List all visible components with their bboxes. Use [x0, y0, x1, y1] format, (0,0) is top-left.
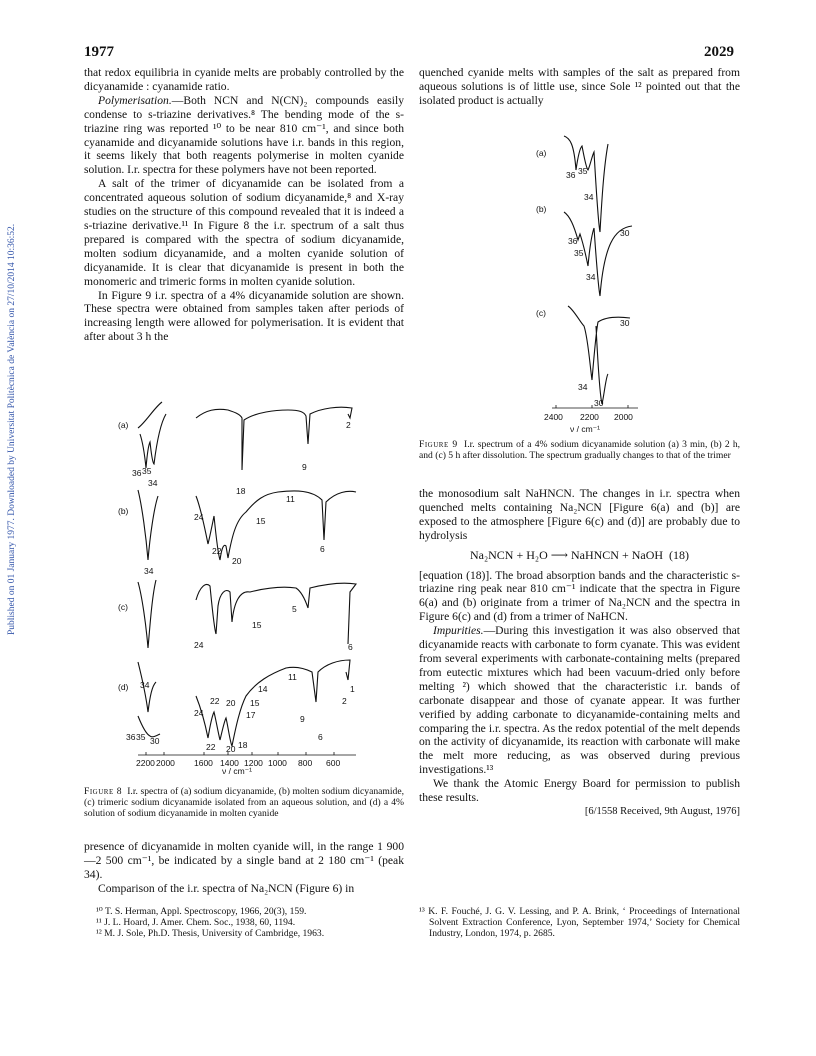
panel-label-c: (c): [118, 602, 128, 612]
equation-18: [419, 549, 740, 563]
peak-label: 30: [620, 318, 630, 328]
references-right: [419, 906, 740, 939]
acknowledgement: We thank the Atomic Energy Board for permission to publish these results.: [419, 777, 740, 805]
figure-8: [116, 396, 366, 774]
peak-label: 11: [288, 672, 297, 682]
reference: ¹³ K. F. Fouché, J. G. V. Lessing, and P. A. Brink, ‘ Proceedings of International Solvent Extraction Conference, Lyon, September 1974,’ Society for Chemical Industry, London, 1974, p. 2685.: [419, 906, 740, 939]
peak-label: 22: [206, 742, 216, 752]
peak-label: 24: [194, 640, 204, 650]
tick-label: 800: [298, 758, 313, 768]
peak-label: 30: [620, 228, 630, 238]
peak-label: 20: [226, 698, 236, 708]
peak-label: 22: [212, 546, 222, 556]
peak-label: 2: [342, 696, 347, 706]
download-watermark: Published on 01 January 1977. Downloaded by Universitat Politècnica de València on 27/10/2014 10:36:52.: [7, 223, 17, 635]
panel-label-b: (b): [536, 204, 547, 214]
figure-9: [534, 126, 664, 438]
caption-text: I.r. spectrum of a 4% sodium dicyanamide solution (a) 3 min, (b) 2 h, and (c) 5 h after dissolution. The spectrum gradually changes to that of the trimer: [419, 439, 741, 461]
peak-label: 36: [132, 468, 142, 478]
peak-label: 2: [346, 420, 351, 430]
paragraph: In Figure 9 i.r. spectra of a 4% dicyanamide solution are shown. These spectra were obtained from samples taken after periods of increasing length were allowed for polymerisation. It is evident that after about 3 h the: [84, 288, 404, 344]
paragraph: A salt of the trimer of dicyanamide can be isolated from a concentrated aqueous solution of sodium dicyanamide,⁸ and X-ray studies on the structure of this compound revealed that it is indeed a s-triazine derivative.¹¹ In Figure 8 the i.r. spectrum of a salt thus prepared is compared with the spectra of sodium dicyanamide, molten sodium dicyanamide, and a molten cyanide solution of dicyanamide. It is clear that dicyanamide is present in both the monomeric and trimeric forms in molten cyanide solution.: [84, 177, 404, 288]
journal-year: 1977: [84, 44, 114, 60]
peak-label: 34: [586, 272, 596, 282]
peak-label: 9: [302, 462, 307, 472]
peak-label: 34: [584, 192, 594, 202]
peak-label: 24: [194, 708, 204, 718]
x-axis-label: ν / cm⁻¹: [222, 766, 252, 774]
paragraph: presence of dicyanamide in molten cyanide will, in the range 1 900—2 500 cm⁻¹, be indicated by a single band at 2 180 cm⁻¹ (peak 34).: [84, 840, 404, 881]
section-head: Impurities.: [433, 624, 484, 638]
tick-label: 1000: [268, 758, 287, 768]
peak-label: 20: [232, 556, 242, 566]
peak-label: 34: [140, 680, 150, 690]
peak-label: 14: [258, 684, 268, 694]
tick-label: 2200: [580, 412, 599, 422]
peak-label: 6: [348, 642, 353, 652]
peak-label: 20: [226, 744, 236, 754]
peak-label: 30: [594, 398, 604, 408]
peak-label: 35: [574, 248, 584, 258]
peak-label: 18: [236, 486, 246, 496]
panel-label-a: (a): [536, 148, 547, 158]
caption-text: I.r. spectra of (a) sodium dicyanamide, (b) molten sodium dicyanamide, (c) trimeric sodium dicyanamide isolated from an aqueous solution, and (d) a 4% solution of sodium dicyanamide in molten cyanide: [84, 786, 404, 819]
panel-label-d: (d): [118, 682, 129, 692]
tick-label: 2400: [544, 412, 563, 422]
figure-9-caption: [419, 440, 740, 462]
peak-label: 6: [318, 732, 323, 742]
peak-label: 36: [566, 170, 576, 180]
peak-label: 30: [150, 736, 160, 746]
peak-label: 34: [148, 478, 158, 488]
peak-label: 9: [300, 714, 305, 724]
right-column-top: [419, 66, 740, 108]
left-column-bottom: [84, 840, 404, 896]
peak-label: 34: [578, 382, 588, 392]
tick-label: 1200: [244, 758, 263, 768]
paragraph: [84, 94, 404, 177]
tick-label: 2200: [136, 758, 155, 768]
paragraph-body: —During this investigation it was also observed that dicyanamide reacts with carbonate to form cyanate. This was evident from several experiments with carbonate-containing melts (prepared from eutectic mixtures which had been vacuum-dried only before melting ²) which showed that the characteristic i.r. bands of carbonate disappear and those of cyanate appear. It was further verified by adding carbonate to dicyanamide-containing melts and comparing the i.r. spectra. As the redox potential of the melt depends on the activity of dicyanamide, its reaction with carbonate will make the melt more reducing, as was observed during previous investigations.¹³: [419, 624, 740, 777]
paragraph: [equation (18)]. The broad absorption bands and the characteristic s-triazine ring peak near 810 cm⁻¹ indicate that the spectra in Figure 6(a) and (b) originate from a trimer of Na₂NCN and the spectra in Figure 6(c) and (d) from a trimer of NaHCN.: [419, 568, 740, 624]
peak-label: 35: [578, 166, 588, 176]
paragraph: the monosodium salt NaHNCN. The changes in i.r. spectra when quenched melts containing Na₂NCN [Figure 6(a) and (b)] are exposed to the atmosphere [Figure 6(c) and (d)] are probably due to hydrolysis: [419, 487, 740, 542]
peak-label: 11: [286, 494, 295, 504]
right-column-body: [419, 487, 740, 819]
peak-label: 1: [350, 684, 355, 694]
peak-label: 35: [136, 732, 146, 742]
reference: ¹¹ J. L. Hoard, J. Amer. Chem. Soc., 1938, 60, 1194.: [96, 917, 296, 928]
paragraph: Comparison of the i.r. spectra of Na₂NCN (Figure 6) in: [98, 881, 355, 895]
tick-label: 2000: [156, 758, 175, 768]
equation: Na₂NCN + H₂O ⟶ NaHNCN + NaOH: [469, 547, 664, 562]
panel-label-a: (a): [118, 420, 129, 430]
received-line: [6/1558 Received, 9th August, 1976]: [584, 805, 740, 817]
panel-label-c: (c): [536, 308, 546, 318]
tick-label: 600: [326, 758, 341, 768]
peak-label: 15: [250, 698, 260, 708]
tick-label: 1600: [194, 758, 213, 768]
peak-label: 22: [210, 696, 220, 706]
x-axis-label: ν / cm⁻¹: [570, 424, 600, 434]
caption-label: Figure 9: [419, 439, 458, 450]
references-left: [96, 906, 396, 939]
reference: ¹² M. J. Sole, Ph.D. Thesis, University of Cambridge, 1963.: [96, 928, 325, 939]
peak-label: 36: [126, 732, 136, 742]
tick-label: 2000: [614, 412, 633, 422]
peak-label: 5: [292, 604, 297, 614]
figure-8-caption: [84, 787, 404, 820]
page-number: 2029: [704, 44, 734, 60]
section-head: Polymerisation.: [98, 93, 172, 107]
caption-label: Figure 8: [84, 786, 123, 797]
paragraph: quenched cyanide melts with samples of the salt as prepared from aqueous solutions is of little use, since Sole ¹² pointed out that the isolated product is actually: [419, 66, 740, 107]
peak-label: 15: [256, 516, 266, 526]
peak-label: 34: [144, 566, 154, 576]
peak-label: 15: [252, 620, 262, 630]
peak-label: 35: [142, 466, 152, 476]
panel-label-b: (b): [118, 506, 129, 516]
peak-label: 6: [320, 544, 325, 554]
equation-number: (18): [669, 547, 690, 562]
peak-label: 18: [238, 740, 248, 750]
peak-label: 36: [568, 236, 578, 246]
reference: ¹⁰ T. S. Herman, Appl. Spectroscopy, 1966, 20(3), 159.: [96, 906, 307, 917]
paragraph-body: —Both NCN and N(CN)₂ compounds easily condense to s-triazine derivatives.⁸ The bending mode of the s-triazine ring was reported ¹⁰ to be near 810 cm⁻¹, and since both cyanamide and dicyanamide solutions have i.r. bands in this region, it seems likely that both reagents polymerise in molten cyanide solution. I.r. spectra for these polymers have not been reported.: [84, 93, 404, 177]
paragraph: [419, 624, 740, 777]
paragraph: that redox equilibria in cyanide melts are probably controlled by the dicyanamide : cyanamide ratio.: [84, 66, 404, 93]
tick-label: 1400: [220, 758, 239, 768]
peak-label: 24: [194, 512, 204, 522]
peak-label: 17: [246, 710, 256, 720]
left-column-top: [84, 66, 404, 344]
